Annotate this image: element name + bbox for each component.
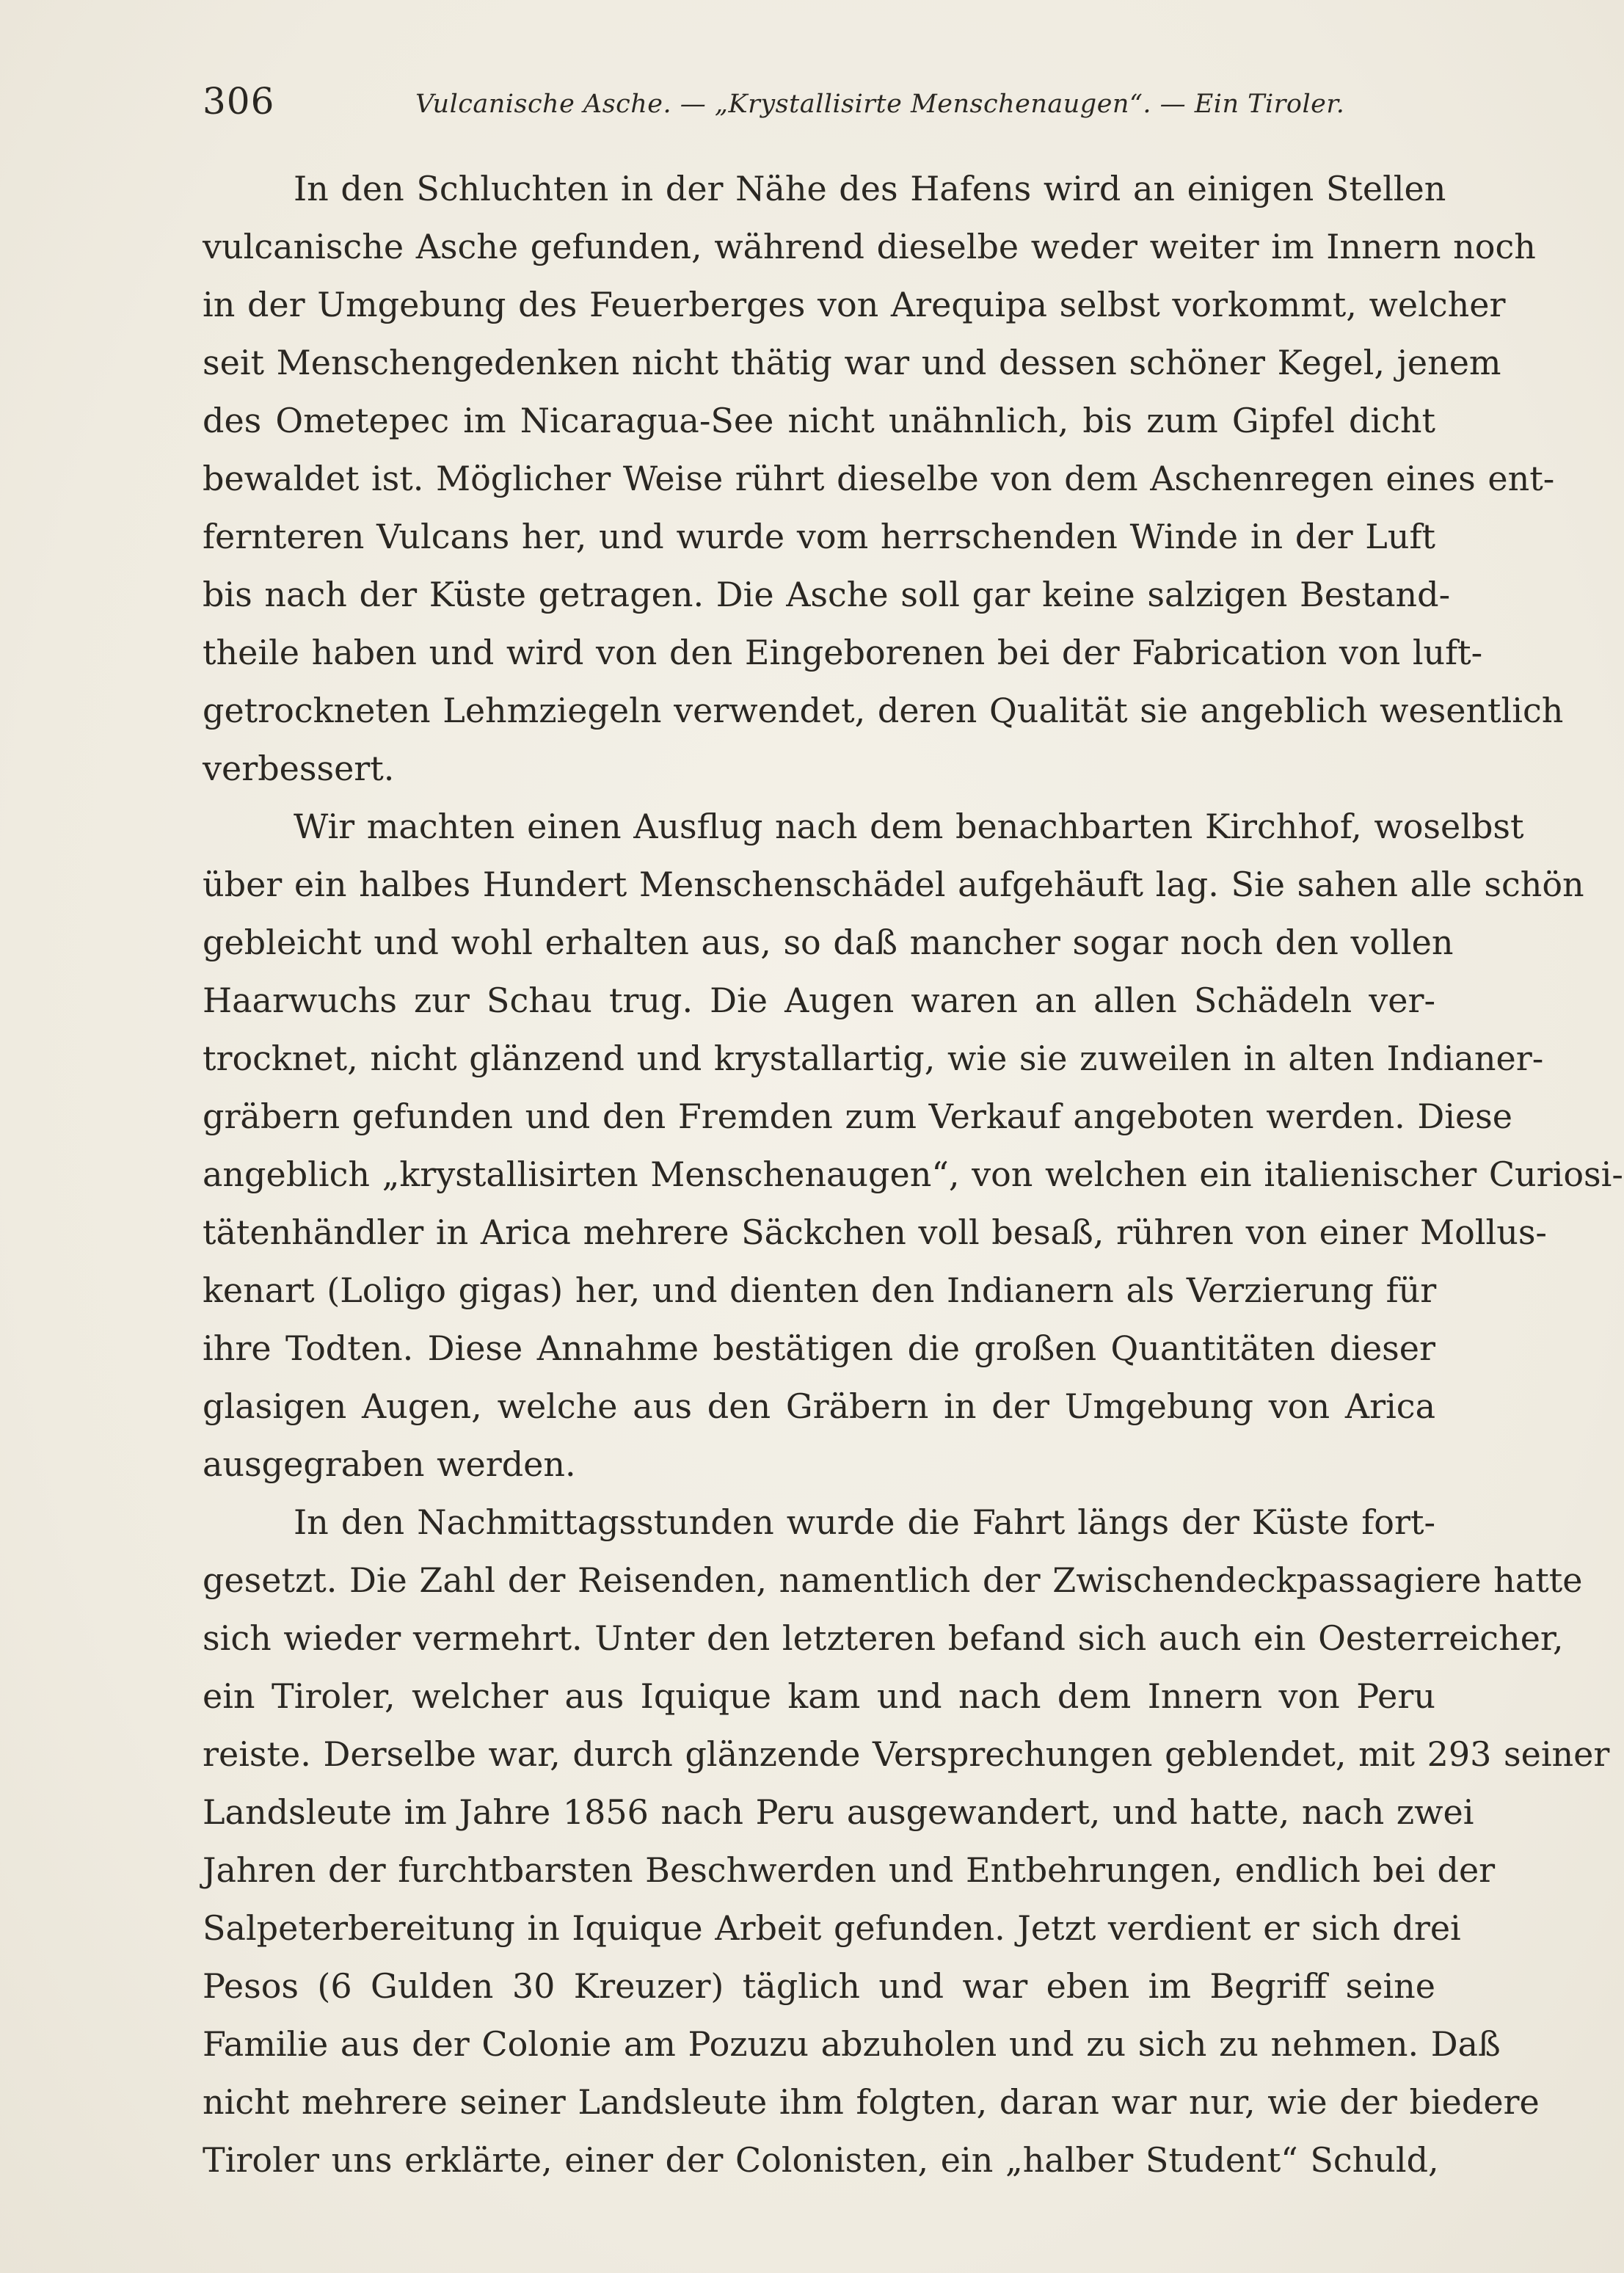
paragraph	[203, 1494, 1610, 2189]
text-line: sich wieder vermehrt. Unter den letzteren befand sich auch ein Oesterreicher,	[203, 1618, 1564, 1658]
page-header	[203, 79, 1345, 123]
text-line: seit Menschengedenken nicht thätig war und dessen schöner Kegel, jenem	[203, 343, 1501, 382]
text-line: des Ometepec im Nicaragua-See nicht unähnlich, bis zum Gipfel dicht	[203, 401, 1435, 440]
text-line: tätenhändler in Arica mehrere Säckchen voll besaß, rühren von einer Mollus-	[203, 1212, 1547, 1252]
paragraph	[203, 160, 1564, 798]
text-line: vulcanische Asche gefunden, während dieselbe weder weiter im Innern noch	[203, 227, 1536, 266]
text-line: angeblich „krystallisirten Menschenaugen“, von welchen ein italienischer Curiosi-	[203, 1154, 1623, 1194]
text-line: verbessert.	[203, 749, 395, 788]
text-line: Landsleute im Jahre 1856 nach Peru ausgewandert, und hatte, nach zwei	[203, 1792, 1474, 1832]
text-line: ihre Todten. Diese Annahme bestätigen die großen Quantitäten dieser	[203, 1328, 1435, 1368]
text-line: bis nach der Küste getragen. Die Asche soll gar keine salzigen Bestand-	[203, 575, 1451, 614]
text-line: ein Tiroler, welcher aus Iquique kam und nach dem Innern von Peru	[203, 1676, 1435, 1716]
text-line: in der Umgebung des Feuerberges von Arequipa selbst vorkommt, welcher	[203, 285, 1506, 324]
text-line: fernteren Vulcans her, und wurde vom herrschenden Winde in der Luft	[203, 517, 1435, 556]
text-line: reiste. Derselbe war, durch glänzende Versprechungen geblendet, mit 293 seiner	[203, 1734, 1610, 1774]
text-line: kenart (Loligo gigas) her, und dienten den Indianern als Verzierung für	[203, 1270, 1437, 1310]
body-text	[203, 160, 1623, 2189]
text-line: theile haben und wird von den Eingeborenen bei der Fabrication von luft-	[203, 633, 1483, 672]
text-line: glasigen Augen, welche aus den Gräbern in der Umgebung von Arica	[203, 1386, 1435, 1426]
text-line: Tiroler uns erklärte, einer der Colonisten, ein „halber Student“ Schuld,	[203, 2140, 1439, 2180]
running-title: Vulcanische Asche. — „Krystallisirte Menschenaugen“. — Ein Tiroler.	[415, 90, 1345, 119]
text-line: In den Nachmittagsstunden wurde die Fahrt längs der Küste fort-	[294, 1502, 1435, 1542]
text-line: Pesos (6 Gulden 30 Kreuzer) täglich und war eben im Begriff seine	[203, 1966, 1435, 2006]
text-line: ausgegraben werden.	[203, 1444, 576, 1484]
text-line: Haarwuchs zur Schau trug. Die Augen waren an allen Schädeln ver-	[203, 981, 1435, 1020]
text-line: nicht mehrere seiner Landsleute ihm folgten, daran war nur, wie der biedere	[203, 2082, 1540, 2122]
page-number: 306	[203, 80, 275, 123]
text-line: getrockneten Lehmziegeln verwendet, deren Qualität sie angeblich wesentlich	[203, 691, 1564, 730]
text-line: über ein halbes Hundert Menschenschädel aufgehäuft lag. Sie sahen alle schön	[203, 865, 1584, 904]
paragraph	[203, 798, 1623, 1494]
text-line: In den Schluchten in der Nähe des Hafens wird an einigen Stellen	[294, 169, 1446, 208]
text-line: bewaldet ist. Möglicher Weise rührt dieselbe von dem Aschenregen eines ent-	[203, 459, 1555, 498]
text-line: gräbern gefunden und den Fremden zum Verkauf angeboten werden. Diese	[203, 1097, 1513, 1136]
text-line: trocknet, nicht glänzend und krystallartig, wie sie zuweilen in alten Indianer-	[203, 1039, 1544, 1078]
text-line: Jahren der furchtbarsten Beschwerden und Entbehrungen, endlich bei der	[203, 1850, 1496, 1890]
text-line: gebleicht und wohl erhalten aus, so daß mancher sogar noch den vollen	[203, 923, 1454, 962]
text-line: gesetzt. Die Zahl der Reisenden, namentlich der Zwischendeckpassagiere hatte	[203, 1560, 1583, 1600]
text-line: Wir machten einen Ausflug nach dem benachbarten Kirchhof, woselbst	[294, 807, 1524, 846]
text-line: Familie aus der Colonie am Pozuzu abzuholen und zu sich zu nehmen. Daß	[203, 2024, 1501, 2064]
text-line: Salpeterbereitung in Iquique Arbeit gefunden. Jetzt verdient er sich drei	[203, 1908, 1461, 1948]
